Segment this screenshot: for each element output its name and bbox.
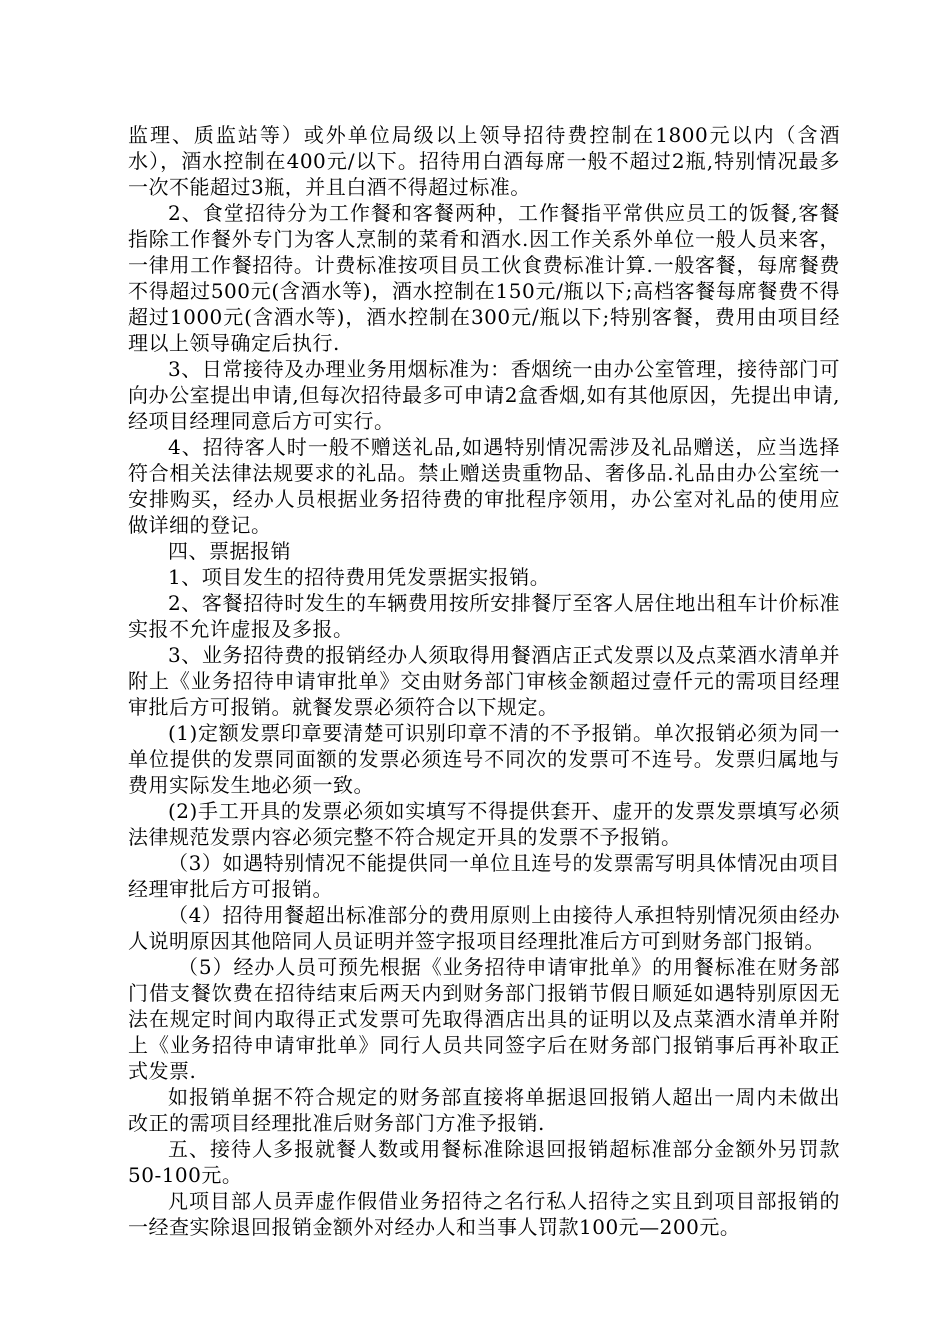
paragraph-fraud-penalty: 凡项目部人员弄虚作假借业务招待之名行私人招待之实且到项目部报销的一经查实除退回报销金额外对经办人和当事人罚款100元—200元。: [128, 1189, 840, 1239]
paragraph-subrule-2: (2)手工开具的发票必须如实填写不得提供套开、虚开的发票发票填写必须法律规范发票内容必须完整不符合规定开具的发票不予报销。: [128, 799, 840, 849]
paragraph-noncompliant-receipts: 如报销单据不符合规定的财务部直接将单据退回报销人超出一周内未做出改正的需项目经理批准后财务部门方准予报销.: [128, 1085, 840, 1135]
paragraph-gift-policy: 4、招待客人时一般不赠送礼品,如遇特别情况需涉及礼品赠送，应当选择符合相关法律法规要求的礼品。禁止赠送贵重物品、奢侈品.礼品由办公室统一安排购买，经办人员根据业务招待费的审批程序领用，办公室对礼品的使用应做详细的登记。: [128, 435, 840, 537]
paragraph-subrule-4: （4）招待用餐超出标准部分的费用原则上由接待人承担特别情况须由经办人说明原因其他陪同人员证明并签字报项目经理批准后方可到财务部门报销。: [128, 903, 840, 953]
section-heading-penalty: 五、接待人多报就餐人数或用餐标准除退回报销超标准部分金额外另罚款50-100元。: [128, 1137, 840, 1187]
section-heading-receipts: 四、票据报销: [168, 539, 291, 563]
paragraph-receipt-rule-2: 2、客餐招待时发生的车辆费用按所安排餐厅至客人居住地出租车计价标准实报不允许虚报及多报。: [128, 591, 840, 641]
paragraph-subrule-1: (1)定额发票印章要清楚可识别印章不清的不予报销。单次报销必须为同一单位提供的发票同面额的发票必须连号不同次的发票可不连号。发票归属地与费用实际发生地必须一致。: [128, 721, 840, 797]
document-body: [128, 122, 840, 1240]
paragraph-entertainment-limits: 监理、质监站等）或外单位局级以上领导招待费控制在1800元以内（含酒水），酒水控制在400元/以下。招待用白酒每席一般不超过2瓶,特别情况最多一次不能超过3瓶，并且白酒不得超过标准。: [128, 123, 840, 199]
paragraph-subrule-3: （3）如遇特别情况不能提供同一单位且连号的发票需写明具体情况由项目经理审批后方可报销。: [128, 851, 840, 901]
paragraph-canteen-reception: 2、食堂招待分为工作餐和客餐两种，工作餐指平常供应员工的饭餐,客餐指除工作餐外专门为客人烹制的菜肴和酒水.因工作关系外单位一般人员来客，一律用工作餐招待。计费标准按项目员工伙食费标准计算.一般客餐，每席餐费不得超过500元(含酒水等)，酒水控制在150元/瓶以下;高档客餐每席餐费不得超过1000元(含酒水等)，酒水控制在300元/瓶以下;特别客餐，费用由项目经理以上领导确定后执行.: [128, 201, 840, 355]
paragraph-subrule-5: （5）经办人员可预先根据《业务招待申请审批单》的用餐标准在财务部门借支餐饮费在招待结束后两天内到财务部门报销节假日顺延如遇特别原因无法在规定时间内取得正式发票可先取得酒店出具的证明以及点菜酒水清单并附上《业务招待申请审批单》同行人员共同签字后在财务部门报销事后再补取正式发票.: [128, 955, 840, 1083]
paragraph-cigarette-standard: 3、日常接待及办理业务用烟标准为：香烟统一由办公室管理，接待部门可向办公室提出申请,但每次招待最多可申请2盒香烟,如有其他原因，先提出申请,经项目经理同意后方可实行。: [128, 357, 840, 433]
paragraph-receipt-rule-1: 1、项目发生的招待费用凭发票据实报销。: [168, 565, 551, 589]
paragraph-receipt-rule-3: 3、业务招待费的报销经办人须取得用餐酒店正式发票以及点菜酒水清单并附上《业务招待申请审批单》交由财务部门审核金额超过壹仟元的需项目经理审批后方可报销。就餐发票必须符合以下规定。: [128, 643, 840, 719]
